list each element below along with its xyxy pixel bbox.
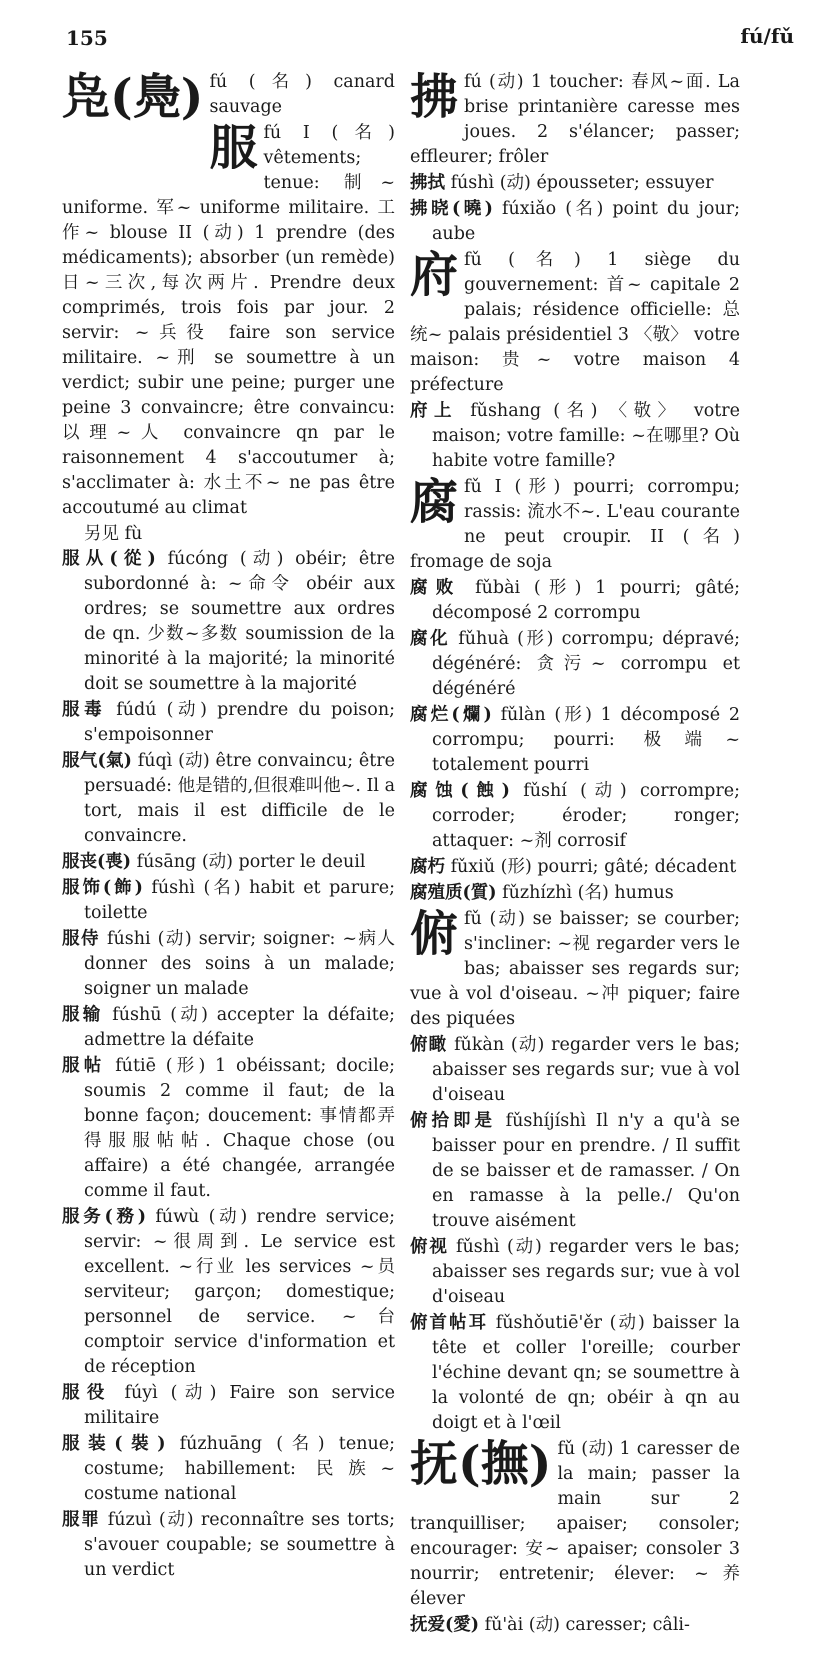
- entry-headword-large: 凫(鳧): [62, 69, 204, 125]
- entry-headword: 腐烂(爛): [410, 705, 492, 725]
- dictionary-entry: [410, 475, 740, 575]
- entry-definition: fǔshì (动) regarder vers le bas; abaisser ses regards sur; vue à vol d'oiseau: [432, 1237, 740, 1307]
- entry-headword: 拂拭: [410, 173, 445, 193]
- dictionary-entry: [410, 779, 740, 854]
- entry-headword-large: 腐: [410, 474, 459, 530]
- entry-definition: fúshi (动) servir; soigner: ~病人 donner des soins à un malade; soigner un malade: [84, 929, 395, 999]
- entry-headword-large: 俯: [410, 906, 459, 962]
- entry-definition: fǔkàn (动) regarder vers le bas; abaisser ses regards sur; vue à vol d'oiseau: [432, 1035, 740, 1105]
- dictionary-entry: [410, 171, 740, 196]
- entry-headword: 服役: [62, 1383, 112, 1403]
- dictionary-entry: [410, 1033, 740, 1108]
- dictionary-entry: [410, 1311, 740, 1436]
- entry-definition: fúsāng (动) porter le deuil: [131, 852, 366, 872]
- entry-headword: 俯拾即是: [410, 1111, 497, 1131]
- entry-definition: fú (名) canard sauvage: [209, 72, 395, 117]
- entry-headword: 服务(務): [62, 1207, 147, 1227]
- dictionary-entry: [410, 70, 740, 170]
- entry-definition: fútiē (形) 1 obéissant; docile; soumis 2 comme il faut; de la bonne façon; doucement: 事情都弄得服服帖帖. Chaque chose (ou affaire) a été changée, arrangée comme il faut.: [84, 1056, 395, 1201]
- entry-definition: fǔbài (形) 1 pourri; gâté; décomposé 2 corrompu: [432, 578, 740, 623]
- entry-definition: fǔzhízhì (名) humus: [496, 883, 674, 903]
- entry-headword: 腐化: [410, 629, 451, 649]
- entry-definition: fúshì (动) épousseter; essuyer: [445, 173, 714, 193]
- entry-definition: fúyì (动) Faire son service militaire: [84, 1383, 395, 1428]
- entry-definition: fú I (名) vêtements; tenue: 制~ uniforme. 军~ uniforme militaire. 工作~ blouse II (动) 1 prendre (des médicaments); absorber (un remède) 日~三次,每次两片. Prendre deux comprimés, trois fois par jour. 2 servir: ~兵役 faire son service militaire. ~刑 se soumettre à un verdict; subir une peine; purger une peine 3 convaincre; être convaincu: 以理~人 convaincre qn par le raisonnement 4 s'accoutumer à; s'acclimater à: 水土不~ ne pas être accoutumé au climat: [62, 123, 395, 518]
- dictionary-entry: [410, 855, 740, 880]
- entry-definition: fúqì (动) être convaincu; être persuadé: 他是错的,但很难叫他~. Il a tort, mais il est difficile de le convaincre.: [84, 751, 395, 846]
- dictionary-entry: [62, 1508, 395, 1583]
- entry-headword-large: 府: [410, 247, 459, 303]
- entry-headword: 服饰(飾): [62, 878, 143, 898]
- entry-headword: 腐殖质(質): [410, 883, 497, 903]
- dictionary-entry: [410, 1613, 740, 1638]
- entry-definition: fúdú (动) prendre du poison; s'empoisonner: [84, 700, 395, 745]
- dictionary-entry: [62, 1054, 395, 1204]
- entry-definition: fǔ I (形) pourri; corrompu; rassis: 流水不~. L'eau courante ne peut croupir. II (名) fromage de soja: [410, 477, 740, 572]
- entry-headword: 服装(裝): [62, 1434, 166, 1454]
- dictionary-entry: [62, 698, 395, 748]
- entry-headword: 服气(氣): [62, 751, 132, 771]
- dictionary-entry: [410, 576, 740, 626]
- entry-definition: fǔshíjíshì Il n'y a qu'à se baisser pour en prendre. / Il suffit de se baisser et de ramasser. / On en ramasse à la pelle./ Qu'on trouve aisément: [432, 1111, 741, 1231]
- entry-definition: fúcóng (动) obéir; être subordonné à: ~命令 obéir aux ordres; se soumettre aux ordres de qn. 少数~多数 soumission de la minorité à la majorité; la minorité doit se soumettre à la majorité: [84, 549, 395, 694]
- entry-definition: fúxiǎo (名) point du jour; aube: [432, 199, 741, 244]
- entry-headword: 府上: [410, 401, 459, 421]
- entry-definition: fǔshang (名) 〈敬〉 votre maison; votre famille: ~在哪里? Où habite votre famille?: [432, 401, 740, 471]
- dictionary-entry: [62, 547, 395, 697]
- entry-definition: fú (动) 1 toucher: 春风~面. La brise printanière caresse mes joues. 2 s'élancer; passer; effleurer; frôler: [410, 72, 740, 167]
- dictionary-entry: [62, 927, 395, 1002]
- entry-cross-reference: 另见 fù: [84, 524, 143, 544]
- entry-definition: fǔ (动) 1 caresser de la main; passer la main sur 2 tranquilliser; apaiser; consoler; encourager: 安~ apaiser; consoler 3 nourrir; entretenir; élever: ~养 élever: [410, 1439, 740, 1609]
- entry-headword: 俯视: [410, 1237, 449, 1257]
- dictionary-entry: [410, 399, 740, 474]
- dictionary-entry: [62, 749, 395, 849]
- entry-headword: 俯首帖耳: [410, 1313, 489, 1333]
- dictionary-entry: [410, 627, 740, 702]
- dictionary-entry: [62, 1003, 395, 1053]
- left-column: [62, 70, 395, 1584]
- entry-headword: 服帖: [62, 1056, 106, 1076]
- dictionary-entry: [62, 1432, 395, 1507]
- entry-headword: 俯瞰: [410, 1035, 448, 1055]
- page-header: [0, 0, 834, 60]
- dictionary-entry: [410, 197, 740, 247]
- entry-headword-large: 拂: [410, 69, 459, 125]
- entry-headword-large: 抚(撫): [410, 1436, 552, 1492]
- entry-headword: 拂晓(曉): [410, 199, 493, 219]
- entry-definition: fúzuì (动) reconnaître ses torts; s'avouer coupable; se soumettre à un verdict: [84, 1510, 395, 1580]
- entry-definition: fǔ (动) se baisser; se courber; s'incliner: ~视 regarder vers le bas; abaisser ses regards sur; vue à vol d'oiseau. ~冲 piquer; faire des piquées: [410, 909, 740, 1029]
- entry-headword: 服毒: [62, 700, 107, 720]
- entry-definition: fǔshí (动) corrompre; corroder; éroder; ronger; attaquer: ~剂 corrosif: [432, 781, 740, 851]
- entry-definition: fúshū (动) accepter la défaite; admettre la défaite: [84, 1005, 396, 1050]
- entry-definition: fǔxiǔ (形) pourri; gâté; décadent: [445, 857, 737, 877]
- entry-definition: fúshì (名) habit et parure; toilette: [84, 878, 395, 923]
- dictionary-entry: [62, 850, 395, 875]
- entry-headword: 服输: [62, 1005, 104, 1025]
- entry-definition: fúwù (动) rendre service; servir: ~很周到. Le service est excellent. ~行业 les services ~员 serviteur; garçon; domestique; personnel de service. ~台 comptoir service d'information et de réception: [84, 1207, 396, 1377]
- entry-headword: 抚爱(愛): [410, 1615, 480, 1635]
- right-column: [410, 70, 740, 1639]
- entry-definition: fǔlàn (形) 1 décomposé 2 corrompu; pourri: 极端~ totalement pourri: [432, 705, 741, 775]
- entry-headword: 腐败: [410, 578, 462, 598]
- entry-headword-large: 服: [209, 120, 258, 176]
- entry-headword: 服从(從): [62, 549, 156, 569]
- entry-headword: 服侍: [62, 929, 100, 949]
- dictionary-entry: [410, 1235, 740, 1310]
- dictionary-entry: [62, 69, 395, 125]
- guide-word: fú/fǔ: [740, 24, 794, 48]
- entry-definition: fǔ'ài (动) caresser; câli-: [479, 1615, 690, 1635]
- dictionary-entry: [62, 876, 395, 926]
- dictionary-entry: [410, 1109, 740, 1234]
- dictionary-entry: [410, 907, 740, 1032]
- entry-definition: fǔ (名) 1 siège du gouvernement: 首~ capitale 2 palais; résidence officielle: 总统~ palais présidentiel 3 〈敬〉 votre maison: 贵~ votre maison 4 préfecture: [410, 250, 740, 395]
- page-number: 155: [66, 26, 108, 50]
- entry-headword: 服丧(喪): [62, 852, 132, 872]
- entry-definition: fǔshǒutiē'ěr (动) baisser la tête et coller l'oreille; courber l'échine devant qn; se soumettre à la volonté de qn; obéir à qn au doigt et à l'œil: [432, 1313, 740, 1433]
- entry-headword: 腐朽: [410, 857, 445, 877]
- dictionary-entry: [62, 1381, 395, 1431]
- dictionary-entry: [410, 248, 740, 398]
- dictionary-entry: [410, 881, 740, 906]
- entry-headword: 服罪: [62, 1510, 101, 1530]
- dictionary-entry: [410, 703, 740, 778]
- entry-definition: fúzhuāng (名) tenue; costume; habillement: 民族~ costume national: [84, 1434, 395, 1504]
- entry-headword: 腐蚀(蝕): [410, 781, 510, 801]
- dictionary-entry: [410, 1437, 740, 1612]
- dictionary-entry: [62, 1205, 395, 1380]
- dictionary-entry: [62, 121, 395, 521]
- entry-definition: fǔhuà (形) corrompu; dépravé; dégénéré: 贪污~ corrompu et dégénéré: [432, 629, 740, 699]
